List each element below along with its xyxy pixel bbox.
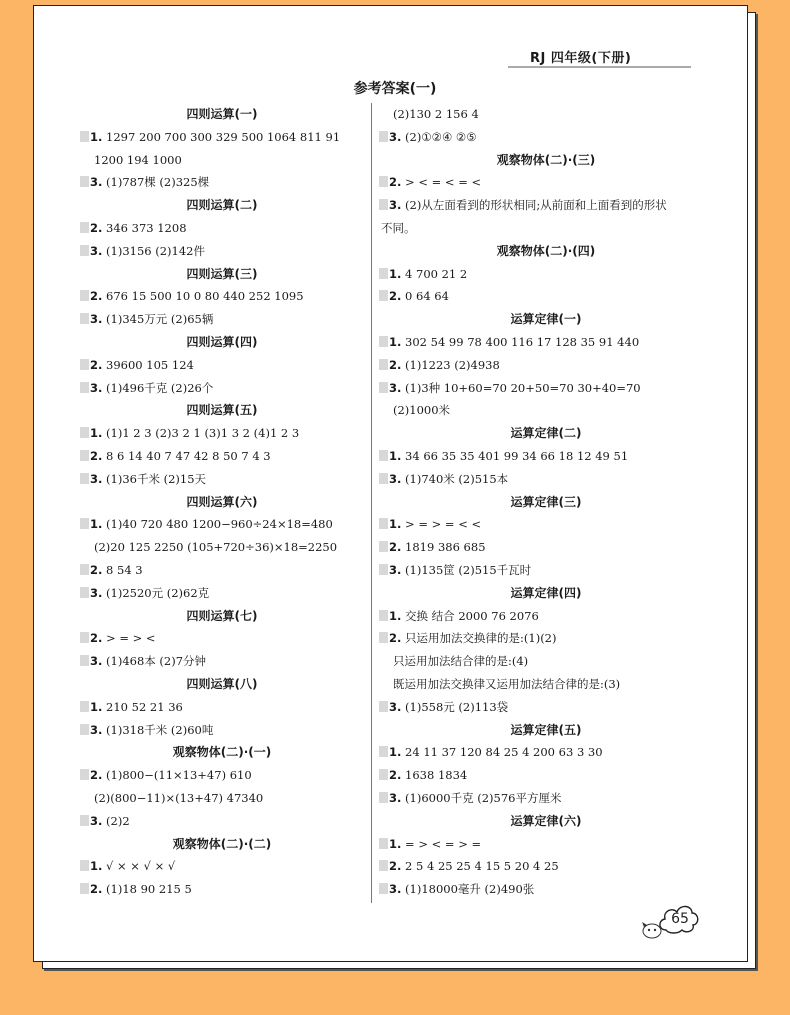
- question-number: 1.: [90, 859, 103, 874]
- answer-text: (2)从左面看到的形状相同;从前面和上面看到的形状: [401, 198, 667, 213]
- highlight-mark: [379, 701, 388, 712]
- answer-text: (2)130 2 156 4: [393, 107, 479, 121]
- highlight-mark: [379, 564, 388, 575]
- answer-line: [381, 129, 477, 145]
- answer-line: [94, 790, 263, 806]
- question-number: 2.: [389, 289, 402, 304]
- answer-line: [82, 813, 130, 829]
- highlight-mark: [80, 382, 89, 393]
- section-heading-text: 四则运算(五): [186, 403, 258, 418]
- answer-line: [381, 197, 667, 213]
- question-number: 3.: [90, 312, 103, 327]
- answer-text: (1)558元 (2)113袋: [401, 699, 509, 714]
- question-number: 2.: [389, 768, 402, 783]
- answer-text: (2)20 125 2250 (105+720÷36)×18=2250: [94, 540, 338, 555]
- answer-line: [82, 722, 213, 738]
- answer-line: [82, 881, 192, 897]
- answer-text: = > < = > =: [401, 836, 482, 851]
- section-heading: [82, 197, 362, 213]
- answer-line: [82, 288, 304, 304]
- answer-line: [381, 630, 556, 646]
- highlight-mark: [379, 199, 388, 210]
- question-number: 2.: [389, 631, 402, 646]
- answer-text: 不同。: [381, 221, 416, 235]
- answer-line: [82, 243, 205, 259]
- answer-line: [381, 699, 508, 715]
- answer-line: [381, 858, 559, 874]
- highlight-mark: [80, 131, 89, 142]
- answer-text: (1)740米 (2)515本: [401, 471, 509, 486]
- highlight-mark: [379, 450, 388, 461]
- section-heading-text: 运算定律(五): [510, 722, 582, 737]
- question-number: 3.: [389, 380, 402, 395]
- highlight-mark: [80, 313, 89, 324]
- question-number: 2.: [90, 221, 103, 235]
- section-heading-text: 四则运算(二): [186, 198, 258, 213]
- answer-text: (1)3156 (2)142件: [102, 243, 205, 258]
- section-heading-text: 观察物体(二)·(一): [172, 745, 272, 760]
- answer-text: 1638 1834: [401, 768, 468, 783]
- answer-line: [381, 767, 467, 783]
- question-number: 1.: [389, 335, 402, 349]
- question-number: 2.: [389, 175, 402, 190]
- highlight-mark: [379, 792, 388, 803]
- answer-line: [82, 653, 206, 669]
- highlight-mark: [379, 268, 388, 279]
- mascot-icon: [640, 918, 664, 940]
- answer-line: [381, 539, 486, 555]
- question-number: 2.: [389, 540, 402, 555]
- answer-text: 302 54 99 78 400 116 17 128 35 91 440: [401, 335, 640, 349]
- highlight-mark: [379, 131, 388, 142]
- highlight-mark: [379, 473, 388, 484]
- answer-text: (1)6000千克 (2)576平方厘米: [401, 791, 562, 805]
- highlight-mark: [379, 336, 388, 347]
- answer-text: 34 66 35 35 401 99 34 66 18 12 49 51: [401, 449, 629, 463]
- answer-text: 只运用加法结合律的是:(4): [393, 654, 529, 669]
- section-heading-text: 运算定律(二): [510, 426, 582, 441]
- section-heading-text: 四则运算(三): [186, 266, 258, 281]
- section-heading: [381, 585, 711, 601]
- highlight-mark: [80, 450, 89, 461]
- highlight-mark: [379, 541, 388, 552]
- question-number: 1.: [389, 266, 402, 281]
- highlight-mark: [379, 838, 388, 849]
- answer-line: [94, 539, 337, 555]
- question-number: 3.: [90, 243, 103, 258]
- answer-text: 39600 105 124: [102, 357, 194, 372]
- answer-line: [381, 790, 561, 806]
- answer-text: 既运用加法交换律又运用加法结合律的是:(3): [393, 677, 621, 691]
- question-number: 2.: [90, 357, 103, 372]
- question-number: 1.: [389, 608, 402, 623]
- question-number: 1.: [389, 517, 402, 532]
- answer-line: [381, 220, 416, 236]
- answer-line: [393, 676, 620, 692]
- highlight-mark: [379, 518, 388, 529]
- answer-text: 2 5 4 25 25 4 15 5 20 4 25: [401, 859, 559, 874]
- answer-text: (1)3种 10+60=70 20+50=70 30+40=70: [401, 380, 641, 395]
- question-number: 3.: [389, 882, 402, 897]
- answer-line: [82, 357, 194, 373]
- highlight-mark: [379, 290, 388, 301]
- answer-text: (1)1223 (2)4938: [401, 357, 500, 372]
- answer-text: 1297 200 700 300 329 500 1064 811 91: [102, 129, 341, 144]
- answer-text: (1)2520元 (2)62克: [102, 585, 210, 600]
- answer-text: 676 15 500 10 0 80 440 252 1095: [102, 289, 304, 304]
- question-number: 1.: [90, 129, 103, 144]
- answer-text: √ × × √ × √: [102, 859, 176, 874]
- answer-line: [82, 448, 271, 464]
- grade-underline: [508, 66, 691, 68]
- answer-line: [82, 858, 175, 874]
- question-number: 3.: [90, 380, 103, 395]
- question-number: 3.: [90, 722, 103, 737]
- section-heading: [82, 676, 362, 692]
- answer-line: [381, 562, 531, 578]
- answer-line: [381, 174, 481, 190]
- answer-text: > = > <: [102, 631, 156, 646]
- answer-line: [82, 129, 340, 145]
- answer-text: 1200 194 1000: [94, 152, 182, 167]
- highlight-mark: [379, 860, 388, 871]
- section-heading: [381, 311, 711, 327]
- question-number: 1.: [389, 449, 402, 463]
- section-heading: [82, 266, 362, 282]
- highlight-mark: [80, 176, 89, 187]
- answer-line: [381, 448, 628, 464]
- question-number: 1.: [90, 699, 103, 714]
- answer-line: [393, 402, 450, 418]
- answer-line: [82, 767, 252, 783]
- question-number: 3.: [389, 198, 402, 213]
- answer-line: [94, 152, 182, 168]
- page-number: 65: [671, 911, 689, 927]
- answer-line: [82, 630, 156, 646]
- question-number: 2.: [389, 357, 402, 372]
- section-heading: [82, 402, 362, 418]
- section-heading: [381, 243, 711, 259]
- section-heading: [82, 494, 362, 510]
- answer-text: (1)468本 (2)7分钟: [102, 654, 207, 669]
- column-divider: [371, 103, 372, 903]
- answer-text: (1)40 720 480 1200−960÷24×18=480: [102, 517, 333, 532]
- answer-text: (2)2: [102, 813, 130, 828]
- highlight-mark: [80, 222, 89, 233]
- highlight-mark: [80, 632, 89, 643]
- answer-line: [381, 836, 481, 852]
- question-number: 1.: [389, 836, 402, 851]
- highlight-mark: [80, 564, 89, 575]
- answer-line: [82, 311, 213, 327]
- highlight-mark: [80, 769, 89, 780]
- section-heading-text: 四则运算(八): [186, 677, 258, 691]
- answer-text: 210 52 21 36: [102, 699, 183, 714]
- highlight-mark: [379, 883, 388, 894]
- highlight-mark: [80, 701, 89, 712]
- section-heading-text: 四则运算(六): [186, 494, 258, 509]
- answer-text: (1)800−(11×13+47) 610: [102, 768, 252, 783]
- highlight-mark: [379, 382, 388, 393]
- section-heading: [381, 425, 711, 441]
- section-heading-text: 四则运算(一): [186, 107, 258, 121]
- question-number: 3.: [90, 175, 103, 190]
- section-heading: [82, 744, 362, 760]
- answer-line: [82, 380, 213, 396]
- question-number: 2.: [90, 882, 103, 897]
- highlight-mark: [80, 245, 89, 256]
- answer-line: [381, 380, 641, 396]
- answer-text: (1)18000毫升 (2)490张: [401, 882, 535, 897]
- section-heading-text: 四则运算(七): [186, 608, 258, 623]
- highlight-mark: [80, 883, 89, 894]
- answer-text: (1)345万元 (2)65辆: [102, 312, 214, 327]
- answer-line: [393, 653, 528, 669]
- section-heading-text: 四则运算(四): [186, 335, 258, 349]
- highlight-mark: [379, 359, 388, 370]
- section-heading: [82, 334, 362, 350]
- section-heading: [82, 608, 362, 624]
- question-number: 1.: [90, 426, 103, 441]
- answer-line: [82, 425, 299, 441]
- answer-text: (2)1000米: [393, 403, 451, 418]
- highlight-mark: [80, 518, 89, 529]
- answer-line: [82, 699, 183, 715]
- answer-text: (1)496千克 (2)26个: [102, 380, 214, 395]
- question-number: 3.: [389, 129, 402, 144]
- section-heading-text: 观察物体(二)·(四): [496, 243, 596, 258]
- answer-text: (1)135筐 (2)515千瓦时: [401, 563, 532, 577]
- page-title: 参考答案(一): [353, 81, 437, 97]
- section-heading: [82, 106, 362, 122]
- answer-text: (1)36千米 (2)15天: [102, 471, 207, 486]
- section-heading: [381, 813, 711, 829]
- question-number: 1.: [90, 517, 103, 532]
- answer-text: 1819 386 685: [401, 540, 486, 555]
- answer-line: [381, 288, 449, 304]
- answer-line: [393, 106, 479, 122]
- answer-text: (1)787棵 (2)325棵: [102, 175, 210, 190]
- answer-line: [381, 357, 500, 373]
- answer-line: [381, 608, 539, 624]
- question-number: 2.: [90, 449, 103, 463]
- answer-text: (1)1 2 3 (2)3 2 1 (3)1 3 2 (4)1 2 3: [102, 426, 300, 441]
- answer-text: 交换 结合 2000 76 2076: [401, 608, 539, 623]
- question-number: 3.: [389, 471, 402, 486]
- answer-text: 24 11 37 120 84 25 4 200 63 3 30: [401, 745, 603, 760]
- highlight-mark: [80, 359, 89, 370]
- answer-line: [381, 516, 481, 532]
- answer-line: [381, 334, 639, 350]
- section-heading-text: 运算定律(三): [510, 494, 582, 509]
- answer-line: [381, 881, 534, 897]
- answer-text: 0 64 64: [401, 289, 449, 304]
- section-heading: [82, 836, 362, 852]
- section-heading-text: 观察物体(二)·(二): [172, 836, 272, 851]
- section-heading-text: 运算定律(一): [510, 312, 582, 327]
- question-number: 3.: [90, 471, 103, 486]
- highlight-mark: [379, 746, 388, 757]
- highlight-mark: [80, 427, 89, 438]
- section-heading: [381, 152, 711, 168]
- answer-line: [381, 744, 603, 760]
- question-number: 3.: [90, 585, 103, 600]
- answer-text: 4 700 21 2: [401, 266, 468, 281]
- highlight-mark: [379, 610, 388, 621]
- answer-text: (1)318千米 (2)60吨: [102, 722, 214, 737]
- question-number: 3.: [389, 699, 402, 714]
- answer-line: [381, 471, 508, 487]
- answer-text: (1)18 90 215 5: [102, 882, 192, 897]
- section-heading: [381, 494, 711, 510]
- question-number: 2.: [90, 563, 103, 577]
- section-heading-text: 观察物体(二)·(三): [496, 152, 596, 167]
- highlight-mark: [379, 176, 388, 187]
- section-heading: [381, 722, 711, 738]
- answer-text: > = > = < <: [401, 517, 482, 532]
- question-number: 2.: [389, 859, 402, 874]
- answer-text: 8 6 14 40 7 47 42 8 50 7 4 3: [102, 449, 271, 463]
- question-number: 2.: [90, 289, 103, 304]
- answer-line: [82, 220, 187, 236]
- highlight-mark: [80, 815, 89, 826]
- highlight-mark: [80, 860, 89, 871]
- question-number: 3.: [90, 654, 103, 669]
- answer-text: (2)(800−11)×(13+47) 47340: [94, 791, 264, 805]
- answer-text: (2)①②④ ②⑤: [401, 129, 477, 144]
- highlight-mark: [80, 290, 89, 301]
- highlight-mark: [379, 632, 388, 643]
- question-number: 3.: [90, 813, 103, 828]
- section-heading-text: 运算定律(六): [510, 813, 582, 828]
- section-heading-text: 运算定律(四): [510, 585, 582, 600]
- question-number: 3.: [389, 563, 402, 577]
- highlight-mark: [379, 769, 388, 780]
- question-number: 3.: [389, 791, 402, 805]
- highlight-mark: [80, 473, 89, 484]
- answer-line: [82, 562, 143, 578]
- answer-line: [82, 516, 333, 532]
- answer-line: [82, 585, 209, 601]
- highlight-mark: [80, 724, 89, 735]
- question-number: 1.: [389, 745, 402, 760]
- highlight-mark: [80, 587, 89, 598]
- question-number: 2.: [90, 631, 103, 646]
- answer-line: [82, 471, 206, 487]
- grade-label: RJ 四年级(下册): [530, 51, 632, 66]
- question-number: 2.: [90, 768, 103, 783]
- answer-line: [82, 174, 209, 190]
- answer-text: > < = < = <: [401, 175, 482, 190]
- answer-text: 只运用加法交换律的是:(1)(2): [401, 631, 557, 646]
- answer-text: 8 54 3: [102, 563, 143, 577]
- answer-line: [381, 266, 467, 282]
- answer-text: 346 373 1208: [102, 221, 187, 235]
- highlight-mark: [80, 655, 89, 666]
